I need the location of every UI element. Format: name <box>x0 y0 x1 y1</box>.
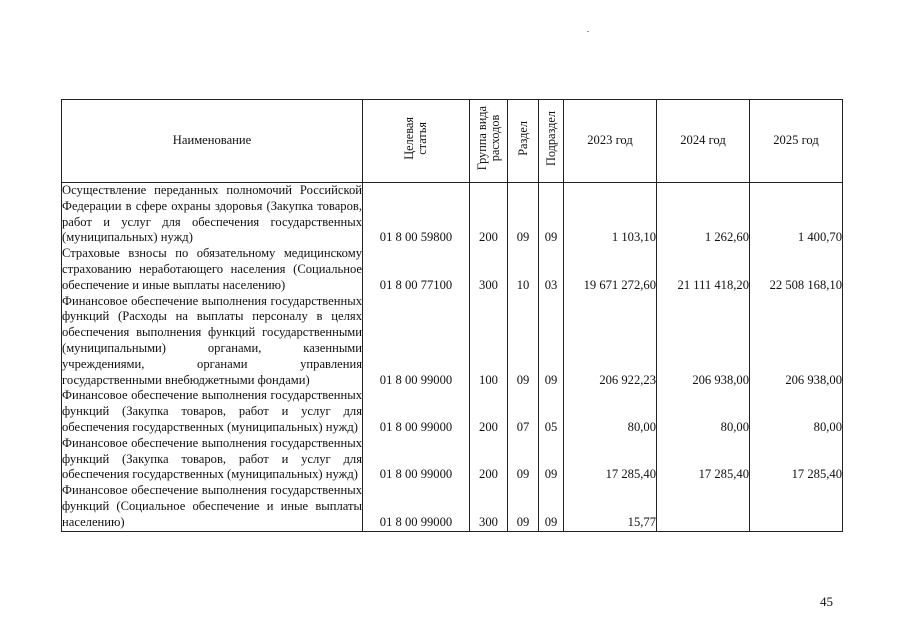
row-expense-group: 200 <box>470 183 508 247</box>
row-expense-group: 300 <box>470 483 508 531</box>
row-amount-2024: 206 938,00 <box>657 294 750 389</box>
row-amount-2023: 206 922,23 <box>564 294 657 389</box>
row-target-article: 01 8 00 99000 <box>363 483 470 531</box>
header-target-line1: Целевая <box>402 117 416 160</box>
row-section: 09 <box>508 483 539 531</box>
row-name: Финансовое обеспечение выполнения государственных функций (Закупка товаров, работ и услуг для обеспечения государственных (муниципальных) нужд) <box>62 388 362 434</box>
header-subsection-label: Подраздел <box>543 111 558 167</box>
row-amount-2023: 19 671 272,60 <box>564 246 657 293</box>
table-row <box>62 436 843 483</box>
header-section-label: Раздел <box>515 121 530 156</box>
budget-table <box>61 99 843 532</box>
header-group-line1: Группа вида <box>474 106 489 171</box>
table-row <box>62 246 843 293</box>
table-row <box>62 183 843 247</box>
header-name: Наименование <box>62 100 363 183</box>
row-amount-2025: 17 285,40 <box>750 436 843 483</box>
row-amount-2025 <box>750 483 843 531</box>
row-section: 09 <box>508 436 539 483</box>
row-amount-2025: 80,00 <box>750 388 843 435</box>
header-target-line2: статья <box>415 122 429 155</box>
header-2024: 2024 год <box>657 100 750 183</box>
row-subsection: 09 <box>539 183 564 247</box>
row-amount-2024: 80,00 <box>657 388 750 435</box>
row-target-article: 01 8 00 77100 <box>363 246 470 293</box>
row-amount-2025: 206 938,00 <box>750 294 843 389</box>
row-expense-group: 200 <box>470 436 508 483</box>
row-subsection: 03 <box>539 246 564 293</box>
page-number: 45 <box>820 594 833 609</box>
row-subsection: 09 <box>539 483 564 531</box>
row-expense-group: 100 <box>470 294 508 389</box>
header-2023: 2023 год <box>564 100 657 183</box>
row-expense-group: 300 <box>470 246 508 293</box>
row-subsection: 05 <box>539 388 564 435</box>
row-subsection: 09 <box>539 436 564 483</box>
header-subsection <box>539 100 564 183</box>
row-section: 09 <box>508 183 539 247</box>
header-expense-group <box>470 100 508 183</box>
row-name: Финансовое обеспечение выполнения государственных функций (Закупка товаров, работ и услуг для обеспечения государственных (муниципальных) нужд) <box>62 435 362 482</box>
header-2025: 2025 год <box>750 100 843 183</box>
row-amount-2023: 15,77 <box>564 483 657 531</box>
row-amount-2024: 17 285,40 <box>657 436 750 483</box>
row-name: Финансовое обеспечение выполнения государственных функций (Социальное обеспечение и иные выплаты населению) <box>62 483 363 531</box>
row-target-article: 01 8 00 99000 <box>363 388 470 435</box>
table-row <box>62 294 843 389</box>
header-section <box>508 100 539 183</box>
row-name: Страховые взносы по обязательному медицинскому страхованию неработающего населения (Социальное обеспечение и иные выплаты населению) <box>62 246 362 292</box>
row-section: 09 <box>508 294 539 389</box>
row-name: Финансовое обеспечение выполнения государственных функций (Расходы на выплаты персоналу в целях обеспечения выполнения функций государственными (муниципальными) органами, казенными учреждениями, органами управления государственными внебюджетными фондами) <box>62 293 362 387</box>
scan-speck <box>587 31 589 32</box>
row-section: 07 <box>508 388 539 435</box>
row-amount-2025: 22 508 168,10 <box>750 246 843 293</box>
row-amount-2024 <box>657 483 750 531</box>
row-subsection: 09 <box>539 294 564 389</box>
row-section: 10 <box>508 246 539 293</box>
row-amount-2024: 21 111 418,20 <box>657 246 750 293</box>
row-target-article: 01 8 00 99000 <box>363 436 470 483</box>
row-amount-2023: 1 103,10 <box>564 183 657 247</box>
header-target-article <box>363 100 470 183</box>
row-target-article: 01 8 00 59800 <box>363 183 470 247</box>
row-amount-2025: 1 400,70 <box>750 183 843 247</box>
table-row <box>62 388 843 435</box>
row-amount-2023: 80,00 <box>564 388 657 435</box>
row-name: Осуществление переданных полномочий Российской Федерации в сфере охраны здоровья (Закупка товаров, работ и услуг для обеспечения государственных (муниципальных) нужд) <box>62 183 362 245</box>
row-amount-2023: 17 285,40 <box>564 436 657 483</box>
table-row <box>62 483 843 531</box>
row-amount-2024: 1 262,60 <box>657 183 750 247</box>
header-group-line2: расходов <box>487 115 502 162</box>
row-expense-group: 200 <box>470 388 508 435</box>
table-header-row <box>62 100 843 183</box>
row-target-article: 01 8 00 99000 <box>363 294 470 389</box>
